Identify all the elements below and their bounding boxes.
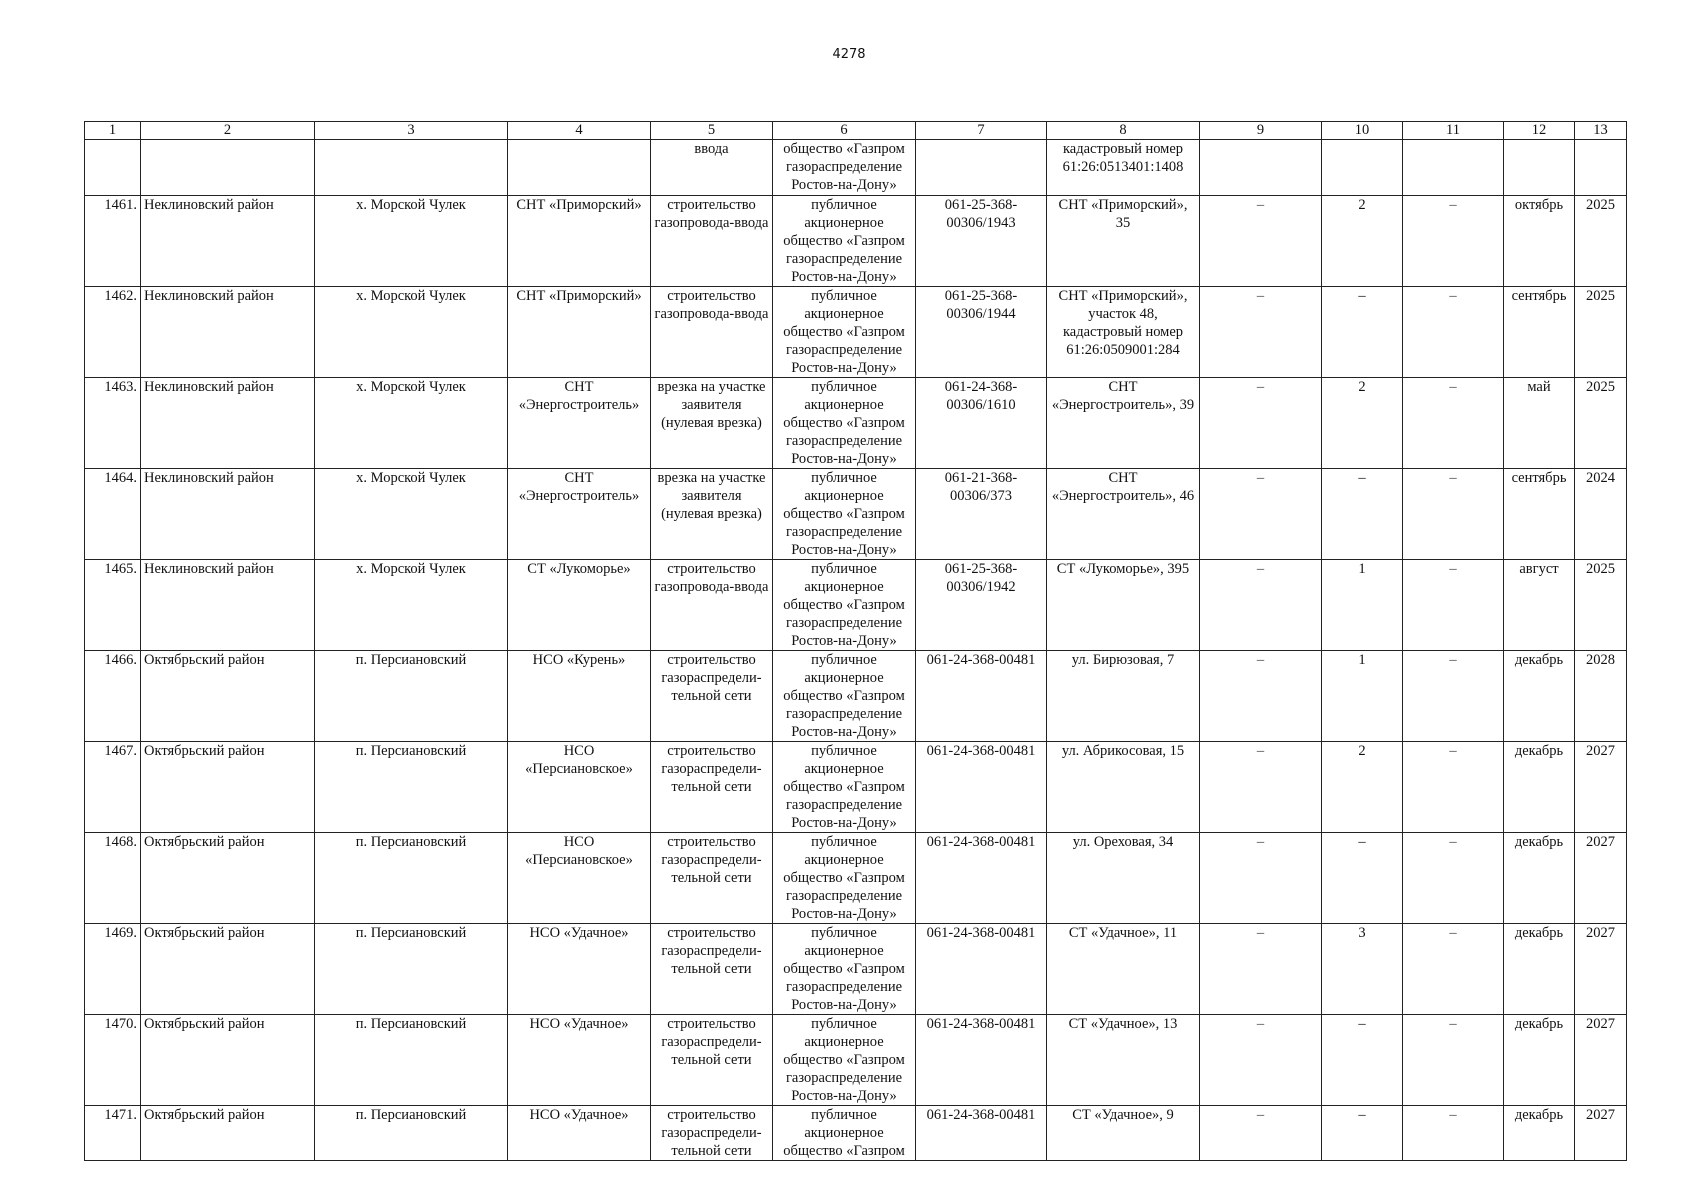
col-10-value-cell: 2 bbox=[1322, 742, 1403, 833]
month-cell: декабрь bbox=[1504, 924, 1575, 1015]
month-cell: декабрь bbox=[1504, 651, 1575, 742]
col-11-value-cell: – bbox=[1403, 196, 1504, 287]
col-9-value-cell: – bbox=[1200, 560, 1322, 651]
address-cell: СТ «Удачное», 13 bbox=[1047, 1015, 1200, 1106]
month-cell: сентябрь bbox=[1504, 469, 1575, 560]
col-11-value-cell: – bbox=[1403, 742, 1504, 833]
column-header: 8 bbox=[1047, 122, 1200, 140]
work-type-cell: строительство газораспредели-тельной сети bbox=[651, 833, 773, 924]
application-number-cell: 061-24-368-00306/1610 bbox=[916, 378, 1047, 469]
year-cell bbox=[1575, 140, 1627, 196]
work-type-cell: строительство газопровода-ввода bbox=[651, 287, 773, 378]
settlement-cell bbox=[315, 140, 508, 196]
col-9-value-cell: – bbox=[1200, 196, 1322, 287]
col-9-value-cell: – bbox=[1200, 651, 1322, 742]
month-cell: декабрь bbox=[1504, 742, 1575, 833]
application-number-cell: 061-21-368-00306/373 bbox=[916, 469, 1047, 560]
work-type-cell: строительство газопровода-ввода bbox=[651, 560, 773, 651]
row-number-cell: 1470. bbox=[85, 1015, 141, 1106]
work-type-cell: строительство газораспредели-тельной сети bbox=[651, 1106, 773, 1161]
settlement-cell: п. Персиановский bbox=[315, 651, 508, 742]
district-cell: Октябрьский район bbox=[141, 924, 315, 1015]
district-cell: Неклиновский район bbox=[141, 378, 315, 469]
application-number-cell: 061-25-368-00306/1942 bbox=[916, 560, 1047, 651]
settlement-cell: х. Морской Чулек bbox=[315, 560, 508, 651]
settlement-cell: х. Морской Чулек bbox=[315, 469, 508, 560]
col-11-value-cell: – bbox=[1403, 560, 1504, 651]
col-9-value-cell: – bbox=[1200, 833, 1322, 924]
work-type-cell: строительство газораспредели-тельной сети bbox=[651, 742, 773, 833]
month-cell: май bbox=[1504, 378, 1575, 469]
col-10-value-cell: 2 bbox=[1322, 196, 1403, 287]
organization-cell: СТ «Лукоморье» bbox=[508, 560, 651, 651]
year-cell: 2025 bbox=[1575, 560, 1627, 651]
year-cell: 2027 bbox=[1575, 1106, 1627, 1161]
address-cell: СТ «Удачное», 11 bbox=[1047, 924, 1200, 1015]
address-cell: кадастровый номер 61:26:0513401:1408 bbox=[1047, 140, 1200, 196]
column-header: 12 bbox=[1504, 122, 1575, 140]
address-cell: ул. Ореховая, 34 bbox=[1047, 833, 1200, 924]
month-cell: сентябрь bbox=[1504, 287, 1575, 378]
work-type-cell: врезка на участке заявителя (нулевая врезка) bbox=[651, 469, 773, 560]
organization-cell: СНТ «Энергостроитель» bbox=[508, 469, 651, 560]
settlement-cell: х. Морской Чулек bbox=[315, 378, 508, 469]
address-cell: ул. Бирюзовая, 7 bbox=[1047, 651, 1200, 742]
col-9-value-cell: – bbox=[1200, 287, 1322, 378]
col-10-value-cell: 2 bbox=[1322, 378, 1403, 469]
row-number-cell: 1469. bbox=[85, 924, 141, 1015]
year-cell: 2027 bbox=[1575, 742, 1627, 833]
column-header: 4 bbox=[508, 122, 651, 140]
work-type-cell: ввода bbox=[651, 140, 773, 196]
organization-cell: НСО «Курень» bbox=[508, 651, 651, 742]
col-11-value-cell: – bbox=[1403, 469, 1504, 560]
register-table bbox=[84, 121, 1627, 1161]
col-10-value-cell: – bbox=[1322, 1106, 1403, 1161]
address-cell: СНТ «Энергостроитель», 39 bbox=[1047, 378, 1200, 469]
contractor-cell: публичное акционерное общество «Газпром газораспределение Ростов-на-Дону» bbox=[773, 560, 916, 651]
contractor-cell: публичное акционерное общество «Газпром газораспределение Ростов-на-Дону» bbox=[773, 469, 916, 560]
work-type-cell: строительство газораспредели-тельной сети bbox=[651, 1015, 773, 1106]
col-9-value-cell: – bbox=[1200, 1106, 1322, 1161]
district-cell: Октябрьский район bbox=[141, 651, 315, 742]
organization-cell: СНТ «Энергостроитель» bbox=[508, 378, 651, 469]
col-11-value-cell: – bbox=[1403, 833, 1504, 924]
district-cell: Октябрьский район bbox=[141, 1015, 315, 1106]
application-number-cell bbox=[916, 140, 1047, 196]
row-number-cell: 1463. bbox=[85, 378, 141, 469]
row-number-cell: 1467. bbox=[85, 742, 141, 833]
col-11-value-cell: – bbox=[1403, 287, 1504, 378]
col-9-value-cell: – bbox=[1200, 378, 1322, 469]
col-10-value-cell: – bbox=[1322, 287, 1403, 378]
settlement-cell: п. Персиановский bbox=[315, 742, 508, 833]
contractor-cell: публичное акционерное общество «Газпром газораспределение Ростов-на-Дону» bbox=[773, 287, 916, 378]
table-row bbox=[85, 1106, 1627, 1161]
year-cell: 2027 bbox=[1575, 833, 1627, 924]
col-11-value-cell bbox=[1403, 140, 1504, 196]
district-cell: Октябрьский район bbox=[141, 742, 315, 833]
row-number-cell bbox=[85, 140, 141, 196]
column-header: 9 bbox=[1200, 122, 1322, 140]
address-cell: СНТ «Приморский», участок 48, кадастровый номер 61:26:0509001:284 bbox=[1047, 287, 1200, 378]
col-10-value-cell: 3 bbox=[1322, 924, 1403, 1015]
settlement-cell: п. Персиановский bbox=[315, 924, 508, 1015]
table-row bbox=[85, 287, 1627, 378]
col-9-value-cell: – bbox=[1200, 924, 1322, 1015]
table-row bbox=[85, 196, 1627, 287]
organization-cell bbox=[508, 140, 651, 196]
application-number-cell: 061-24-368-00481 bbox=[916, 833, 1047, 924]
row-number-cell: 1468. bbox=[85, 833, 141, 924]
col-10-value-cell: – bbox=[1322, 469, 1403, 560]
year-cell: 2025 bbox=[1575, 378, 1627, 469]
settlement-cell: х. Морской Чулек bbox=[315, 196, 508, 287]
organization-cell: НСО «Персиановское» bbox=[508, 742, 651, 833]
row-number-cell: 1471. bbox=[85, 1106, 141, 1161]
table-row bbox=[85, 378, 1627, 469]
month-cell bbox=[1504, 140, 1575, 196]
col-9-value-cell bbox=[1200, 140, 1322, 196]
col-11-value-cell: – bbox=[1403, 651, 1504, 742]
column-header: 3 bbox=[315, 122, 508, 140]
table-row bbox=[85, 469, 1627, 560]
district-cell: Неклиновский район bbox=[141, 469, 315, 560]
table-row bbox=[85, 742, 1627, 833]
col-11-value-cell: – bbox=[1403, 378, 1504, 469]
contractor-cell: публичное акционерное общество «Газпром bbox=[773, 1106, 916, 1161]
col-10-value-cell: 1 bbox=[1322, 651, 1403, 742]
settlement-cell: п. Персиановский bbox=[315, 1106, 508, 1161]
col-10-value-cell: – bbox=[1322, 833, 1403, 924]
col-11-value-cell: – bbox=[1403, 1106, 1504, 1161]
work-type-cell: строительство газораспредели-тельной сети bbox=[651, 924, 773, 1015]
year-cell: 2025 bbox=[1575, 287, 1627, 378]
year-cell: 2025 bbox=[1575, 196, 1627, 287]
column-header: 13 bbox=[1575, 122, 1627, 140]
row-number-cell: 1464. bbox=[85, 469, 141, 560]
year-cell: 2027 bbox=[1575, 1015, 1627, 1106]
organization-cell: НСО «Удачное» bbox=[508, 1015, 651, 1106]
work-type-cell: врезка на участке заявителя (нулевая врезка) bbox=[651, 378, 773, 469]
row-number-cell: 1466. bbox=[85, 651, 141, 742]
address-cell: СНТ «Энергостроитель», 46 bbox=[1047, 469, 1200, 560]
organization-cell: СНТ «Приморский» bbox=[508, 287, 651, 378]
contractor-cell: публичное акционерное общество «Газпром газораспределение Ростов-на-Дону» bbox=[773, 1015, 916, 1106]
row-number-cell: 1462. bbox=[85, 287, 141, 378]
settlement-cell: п. Персиановский bbox=[315, 1015, 508, 1106]
table-row bbox=[85, 924, 1627, 1015]
organization-cell: НСО «Персиановское» bbox=[508, 833, 651, 924]
district-cell: Октябрьский район bbox=[141, 833, 315, 924]
address-cell: СНТ «Приморский», 35 bbox=[1047, 196, 1200, 287]
organization-cell: СНТ «Приморский» bbox=[508, 196, 651, 287]
district-cell: Октябрьский район bbox=[141, 1106, 315, 1161]
table-row bbox=[85, 651, 1627, 742]
month-cell: декабрь bbox=[1504, 833, 1575, 924]
application-number-cell: 061-24-368-00481 bbox=[916, 924, 1047, 1015]
column-header: 10 bbox=[1322, 122, 1403, 140]
column-header: 1 bbox=[85, 122, 141, 140]
table-row bbox=[85, 140, 1627, 196]
application-number-cell: 061-24-368-00481 bbox=[916, 1106, 1047, 1161]
column-number-row bbox=[85, 122, 1627, 140]
column-header: 7 bbox=[916, 122, 1047, 140]
page-number: 4278 bbox=[832, 47, 866, 62]
table-row bbox=[85, 833, 1627, 924]
organization-cell: НСО «Удачное» bbox=[508, 924, 651, 1015]
column-header: 6 bbox=[773, 122, 916, 140]
address-cell: ул. Абрикосовая, 15 bbox=[1047, 742, 1200, 833]
contractor-cell: общество «Газпром газораспределение Ростов-на-Дону» bbox=[773, 140, 916, 196]
application-number-cell: 061-25-368-00306/1943 bbox=[916, 196, 1047, 287]
col-10-value-cell: – bbox=[1322, 1015, 1403, 1106]
col-11-value-cell: – bbox=[1403, 924, 1504, 1015]
contractor-cell: публичное акционерное общество «Газпром газораспределение Ростов-на-Дону» bbox=[773, 924, 916, 1015]
table-row bbox=[85, 1015, 1627, 1106]
year-cell: 2024 bbox=[1575, 469, 1627, 560]
district-cell: Неклиновский район bbox=[141, 560, 315, 651]
application-number-cell: 061-24-368-00481 bbox=[916, 742, 1047, 833]
col-10-value-cell bbox=[1322, 140, 1403, 196]
col-11-value-cell: – bbox=[1403, 1015, 1504, 1106]
district-cell: Неклиновский район bbox=[141, 196, 315, 287]
organization-cell: НСО «Удачное» bbox=[508, 1106, 651, 1161]
col-9-value-cell: – bbox=[1200, 469, 1322, 560]
col-10-value-cell: 1 bbox=[1322, 560, 1403, 651]
settlement-cell: х. Морской Чулек bbox=[315, 287, 508, 378]
contractor-cell: публичное акционерное общество «Газпром газораспределение Ростов-на-Дону» bbox=[773, 651, 916, 742]
address-cell: СТ «Удачное», 9 bbox=[1047, 1106, 1200, 1161]
month-cell: октябрь bbox=[1504, 196, 1575, 287]
row-number-cell: 1465. bbox=[85, 560, 141, 651]
col-9-value-cell: – bbox=[1200, 742, 1322, 833]
column-header: 11 bbox=[1403, 122, 1504, 140]
column-header: 2 bbox=[141, 122, 315, 140]
district-cell: Неклиновский район bbox=[141, 287, 315, 378]
contractor-cell: публичное акционерное общество «Газпром газораспределение Ростов-на-Дону» bbox=[773, 196, 916, 287]
application-number-cell: 061-24-368-00481 bbox=[916, 1015, 1047, 1106]
month-cell: декабрь bbox=[1504, 1015, 1575, 1106]
year-cell: 2028 bbox=[1575, 651, 1627, 742]
work-type-cell: строительство газораспредели-тельной сети bbox=[651, 651, 773, 742]
contractor-cell: публичное акционерное общество «Газпром газораспределение Ростов-на-Дону» bbox=[773, 742, 916, 833]
contractor-cell: публичное акционерное общество «Газпром газораспределение Ростов-на-Дону» bbox=[773, 833, 916, 924]
year-cell: 2027 bbox=[1575, 924, 1627, 1015]
district-cell bbox=[141, 140, 315, 196]
application-number-cell: 061-25-368-00306/1944 bbox=[916, 287, 1047, 378]
work-type-cell: строительство газопровода-ввода bbox=[651, 196, 773, 287]
contractor-cell: публичное акционерное общество «Газпром газораспределение Ростов-на-Дону» bbox=[773, 378, 916, 469]
address-cell: СТ «Лукоморье», 395 bbox=[1047, 560, 1200, 651]
table-row bbox=[85, 560, 1627, 651]
month-cell: август bbox=[1504, 560, 1575, 651]
month-cell: декабрь bbox=[1504, 1106, 1575, 1161]
settlement-cell: п. Персиановский bbox=[315, 833, 508, 924]
col-9-value-cell: – bbox=[1200, 1015, 1322, 1106]
row-number-cell: 1461. bbox=[85, 196, 141, 287]
application-number-cell: 061-24-368-00481 bbox=[916, 651, 1047, 742]
column-header: 5 bbox=[651, 122, 773, 140]
